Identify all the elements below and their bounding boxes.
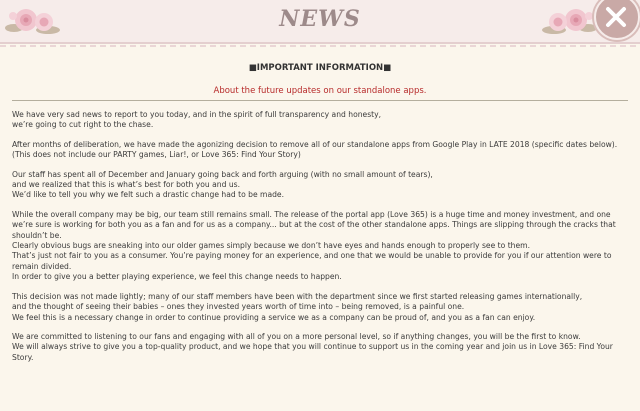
- text-line: and the thought of seeing their babies – ones they invested years worth of time into – being removed, is a painful one.: [12, 302, 465, 312]
- text-line: We’d like to tell you why we felt such a drastic change had to be made.: [12, 190, 285, 200]
- close-button[interactable]: [594, 0, 640, 40]
- paragraph: [12, 110, 624, 131]
- roses-icon: [538, 2, 598, 42]
- paragraph: [12, 210, 624, 283]
- paragraph: [12, 140, 624, 161]
- text-line: Our staff has spent all of December and January going back and forth arguing (with no small amount of tears),: [12, 169, 433, 179]
- text-line: While the overall company may be big, our team still remains small. The release of the portal app (Love 365) is a huge time and money investment, and one we’re sure is working for both you as a fan and for us as a company... but at the cost of the other standalone apps. Things are slipping through the cracks that shouldn’t be.: [12, 209, 616, 240]
- important-information-heading: ■IMPORTANT INFORMATION■: [248, 63, 392, 73]
- news-header: [0, 0, 640, 44]
- text-line: We will always strive to give you a top-quality product, and we hope that you will continue to support us in the coming year and join us in Love 365: Find Your Story.: [12, 342, 613, 362]
- text-line: (This does not include our PARTY games, Liar!, or Love 365: Find Your Story): [12, 150, 301, 160]
- paragraph: [12, 332, 624, 363]
- paragraph: [12, 170, 624, 201]
- text-line: We have very sad news to report to you today, and in the spirit of full transparency and honesty,: [12, 110, 382, 119]
- text-line: This decision was not made lightly; many of our staff members have been with the department since we first started releasing games internationally,: [12, 291, 583, 301]
- text-line: In order to give you a better playing experience, we feel this change needs to happen.: [12, 272, 342, 282]
- divider: [12, 100, 628, 101]
- news-body: [12, 110, 624, 372]
- text-line: and we realized that this is what’s best for both you and us.: [12, 180, 241, 190]
- page-title: NEWS: [279, 6, 361, 32]
- text-line: we’re going to cut right to the chase.: [12, 120, 154, 130]
- paragraph: [12, 292, 624, 323]
- notice-subtitle: About the future updates on our standalone apps.: [213, 86, 427, 96]
- text-line: We are committed to listening to our fans and engaging with all of you on a more personal level, so if anything changes, you will be the first to know.: [12, 331, 581, 341]
- text-line: Clearly obvious bugs are sneaking into our older games simply because we don’t have eyes and hands enough to properly see to them.: [12, 241, 530, 251]
- text-line: We feel this is a necessary change in order to continue providing a service we as a company can be proud of, and you as a fan can enjoy.: [12, 312, 536, 322]
- text-line: That’s just not fair to you as a consumer. You’re paying money for an experience, and one that we would be unable to provide for you if our attention were to remain divided.: [12, 251, 612, 271]
- text-line: After months of deliberation, we have made the agonizing decision to remove all of our standalone apps from Google Play in LATE 2018 (specific dates below).: [12, 139, 618, 149]
